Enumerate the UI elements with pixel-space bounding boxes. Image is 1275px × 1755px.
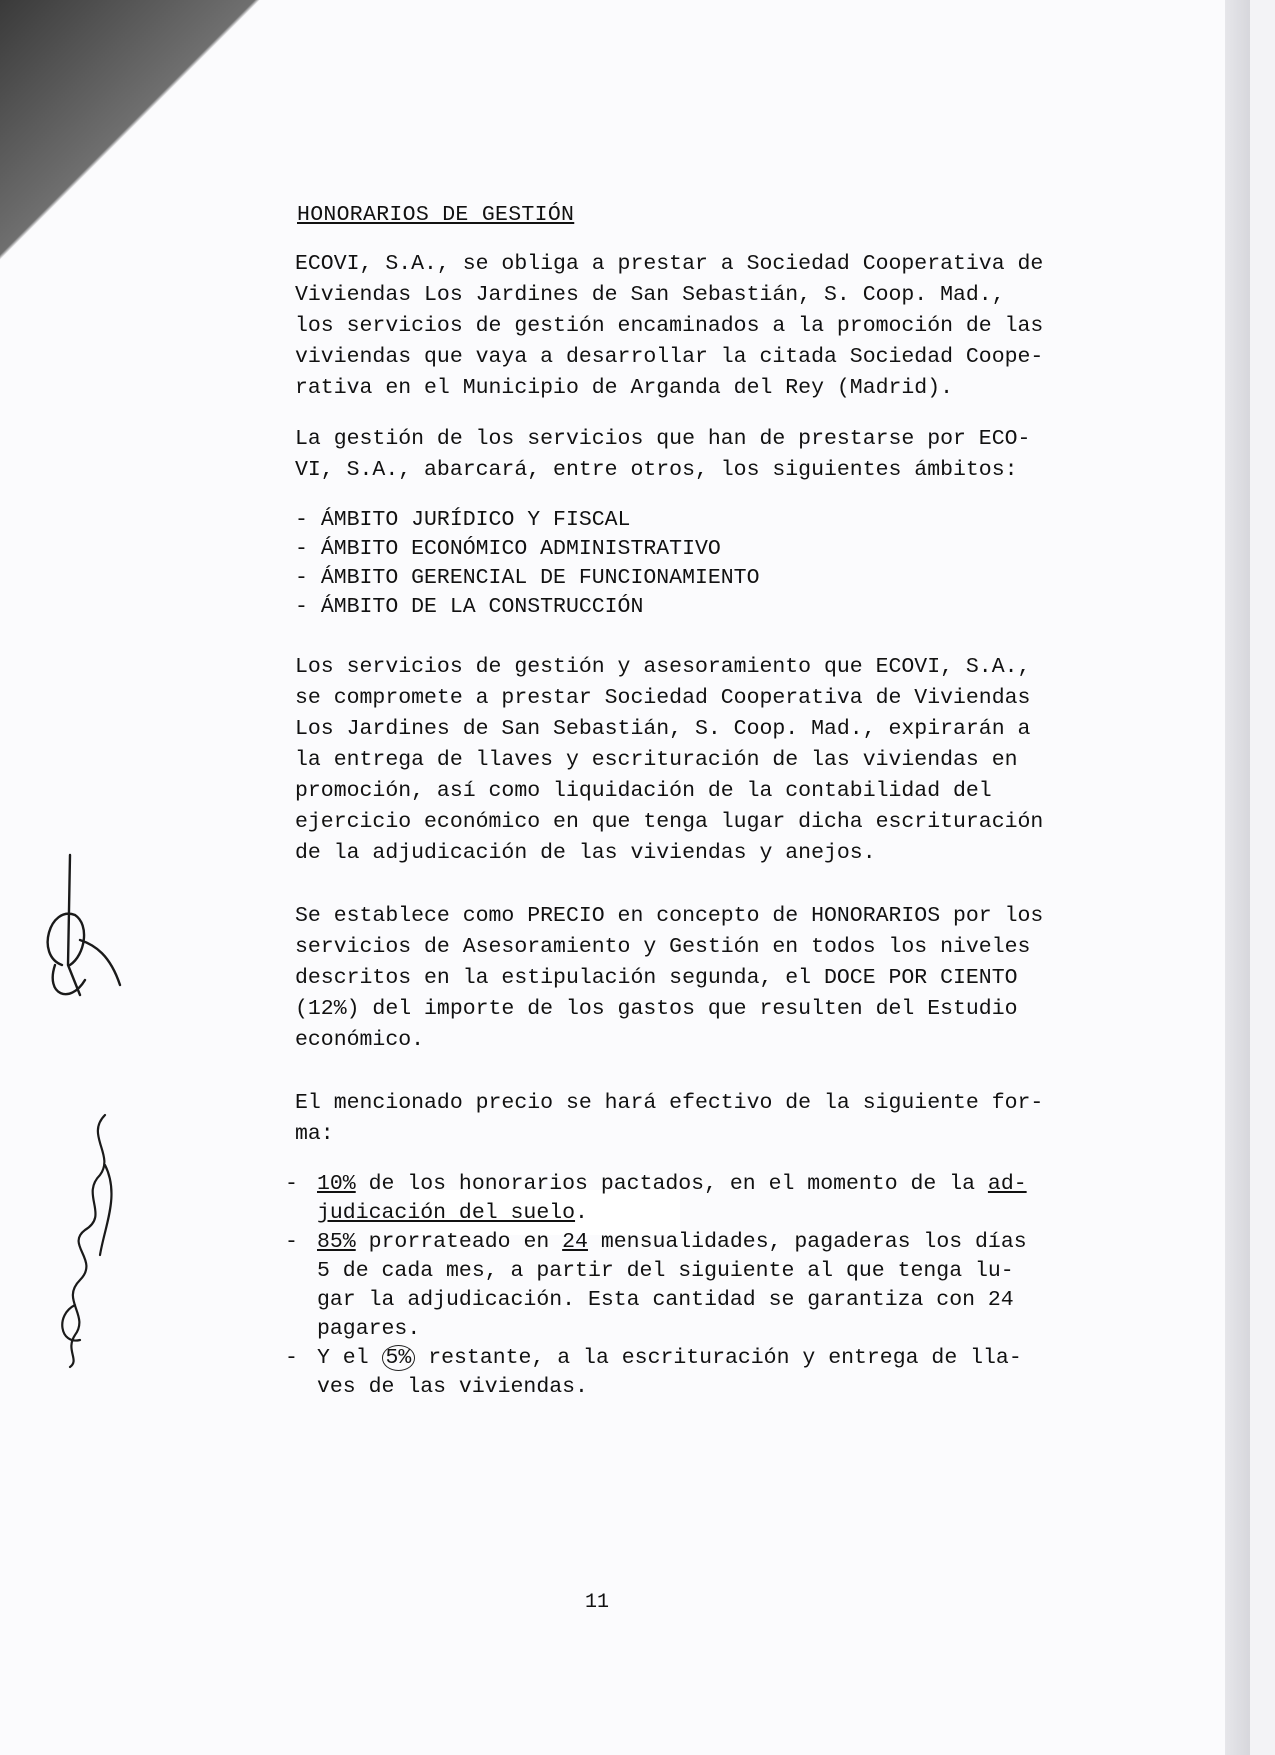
payment-text: restante, a la escrituración y entrega de lla- ves de las viviendas.	[317, 1346, 1022, 1399]
payment-list	[285, 1170, 1085, 1402]
list-item: - ÁMBITO JURÍDICO Y FISCAL	[295, 506, 1085, 535]
payment-text: de los honorarios pactados, en el momento de la	[355, 1172, 988, 1196]
paragraph-price: Se establece como PRECIO en concepto de HONORARIOS por los servicios de Asesoramiento y Gestión en todos los niveles descritos en la estipulación segunda, el DOCE POR CIENTO (12%) del importe de los gastos que resulten del Estudio económico.	[295, 904, 1044, 1052]
payment-text: prorrateado en	[355, 1230, 563, 1254]
document-body	[285, 200, 1085, 1402]
list-item: - ÁMBITO ECONÓMICO ADMINISTRATIVO	[295, 535, 1085, 564]
paragraph-payment-form: El mencionado precio se hará efectivo de la siguiente for- ma:	[295, 1091, 1044, 1146]
ambitos-list	[295, 506, 1085, 622]
payment-item	[285, 1344, 1085, 1402]
paragraph-obligation: ECOVI, S.A., se obliga a prestar a Sociedad Cooperativa de Viviendas Los Jardines de San Sebastián, S. Coop. Mad., los servicios de gestión encaminados a la promoción de las viviendas que vaya a desarrollar la citada Sociedad Coope- rativa en el Municipio de Arganda del Rey (Madrid).	[295, 252, 1044, 400]
section-heading: HONORARIOS DE GESTIÓN	[297, 203, 575, 227]
page-number: 11	[585, 1591, 610, 1614]
payment-percentage: 10%	[317, 1172, 356, 1196]
initials-signature	[40, 845, 130, 1045]
payment-percentage-circled: 5%	[382, 1345, 416, 1371]
list-item: - ÁMBITO DE LA CONSTRUCCIÓN	[295, 593, 1085, 622]
payment-underlined-text: ad- judicación del suelo	[317, 1172, 1027, 1225]
payment-text: mensualidades, pagaderas los días 5 de cada mes, a partir del siguiente al que tenga lu- gar la adjudicación. Esta cantidad se garantiza con 24 pagares.	[317, 1230, 1027, 1341]
payment-item	[285, 1228, 1085, 1344]
page-edge	[1225, 0, 1250, 1755]
handwritten-signature	[45, 1105, 125, 1370]
payment-text: Y el	[317, 1346, 382, 1370]
paragraph-services: Los servicios de gestión y asesoramiento que ECOVI, S.A., se compromete a prestar Sociedad Cooperativa de Viviendas Los Jardines de San Sebastián, S. Coop. Mad., expirarán a la entrega de llaves y escrituración de las viviendas en promoción, así como liquidación de la contabilidad del ejercicio económico en que tenga lugar dicha escrituración de la adjudicación de las viviendas y anejos.	[295, 655, 1044, 865]
payment-installments: 24	[562, 1230, 588, 1254]
payment-text: .	[575, 1201, 588, 1225]
payment-item	[285, 1170, 1085, 1228]
page-corner-fold	[0, 0, 260, 260]
list-item: - ÁMBITO GERENCIAL DE FUNCIONAMIENTO	[295, 564, 1085, 593]
payment-percentage: 85%	[317, 1230, 356, 1254]
paragraph-scope: La gestión de los servicios que han de prestarse por ECO- VI, S.A., abarcará, entre otros, los siguientes ámbitos:	[295, 427, 1031, 482]
